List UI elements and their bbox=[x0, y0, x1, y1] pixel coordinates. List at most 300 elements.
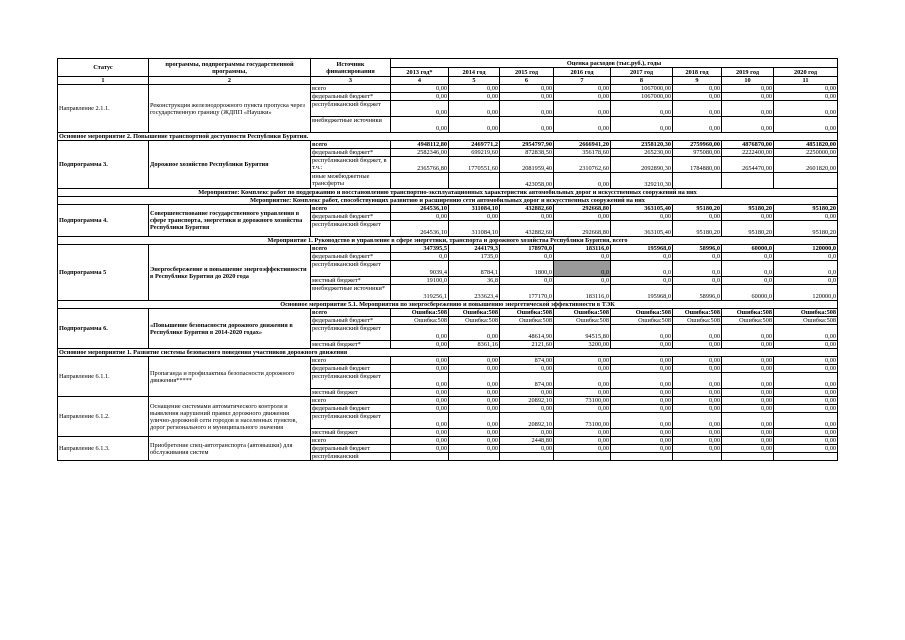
value-cell: 0,00 bbox=[391, 445, 449, 453]
value-cell: Ошибка:508 bbox=[722, 317, 774, 325]
value-cell: 329210,30 bbox=[611, 173, 673, 189]
value-cell: 0,00 bbox=[722, 85, 774, 93]
funding-source: всего bbox=[311, 309, 391, 317]
value-cell: 19100,0 bbox=[391, 277, 449, 285]
funding-source: федеральный бюджет* bbox=[311, 317, 391, 325]
value-cell: 265230,00 bbox=[611, 149, 673, 157]
value-cell: 0,00 bbox=[391, 373, 449, 389]
funding-source: всего bbox=[311, 357, 391, 365]
value-cell: 0,00 bbox=[774, 117, 838, 133]
table-row bbox=[58, 357, 838, 365]
header-year-4: 2016 год bbox=[554, 68, 611, 77]
header-colnum-8: 8 bbox=[611, 77, 673, 85]
section-row bbox=[58, 301, 838, 309]
value-cell: 0,00 bbox=[554, 389, 611, 397]
value-cell: 0,0 bbox=[774, 261, 838, 277]
value-cell: 0,00 bbox=[774, 429, 838, 437]
value-cell: 0,00 bbox=[774, 93, 838, 101]
value-cell: 0,00 bbox=[391, 365, 449, 373]
value-cell: 0,00 bbox=[554, 373, 611, 389]
funding-source: федеральный бюджет bbox=[311, 365, 391, 373]
value-cell: 0,00 bbox=[611, 397, 673, 405]
header-colnum-10: 10 bbox=[722, 77, 774, 85]
header-year-2: 2014 год bbox=[449, 68, 500, 77]
funding-source: всего bbox=[311, 245, 391, 253]
table-row bbox=[58, 141, 838, 149]
row-program: Реконструкция железнодорожного пункта пропуска через государственную границу (ЖДПП «Наушки» bbox=[149, 85, 311, 133]
value-cell: 0,00 bbox=[673, 365, 722, 373]
value-cell: 2121,60 bbox=[500, 341, 554, 349]
table-row bbox=[58, 397, 838, 405]
funding-source: внебюджетные источники bbox=[311, 117, 391, 133]
value-cell: 0,00 bbox=[554, 101, 611, 117]
value-cell: 0,00 bbox=[554, 365, 611, 373]
value-cell: 0,00 bbox=[673, 117, 722, 133]
value-cell: 0,00 bbox=[611, 213, 673, 221]
funding-source: всего bbox=[311, 397, 391, 405]
value-cell: Ошибка:508 bbox=[611, 309, 673, 317]
section-row bbox=[58, 197, 838, 205]
value-cell: 0,00 bbox=[611, 341, 673, 349]
value-cell: 0,00 bbox=[449, 445, 500, 453]
value-cell: 0,0 bbox=[554, 277, 611, 285]
value-cell: 0,00 bbox=[500, 429, 554, 437]
value-cell: 0,00 bbox=[722, 365, 774, 373]
value-cell: 1800,0 bbox=[500, 261, 554, 277]
value-cell: 0,00 bbox=[722, 413, 774, 429]
value-cell: 0,0 bbox=[391, 253, 449, 261]
value-cell: 0,00 bbox=[500, 389, 554, 397]
header-program: программы, подпрограммы государственной программы, bbox=[149, 59, 311, 77]
value-cell: 0,00 bbox=[449, 357, 500, 365]
value-cell: 0,00 bbox=[391, 413, 449, 429]
value-cell: 0,00 bbox=[722, 213, 774, 221]
value-cell: 0,00 bbox=[722, 429, 774, 437]
value-cell: 1735,0 bbox=[449, 253, 500, 261]
value-cell: 20892,10 bbox=[500, 397, 554, 405]
value-cell: 0,00 bbox=[673, 437, 722, 445]
row-status: Направление 6.1.2. bbox=[58, 397, 149, 437]
funding-source: местный бюджет bbox=[311, 389, 391, 397]
row-status: Подпрограмма 3. bbox=[58, 141, 149, 189]
row-status: Подпрограмма 5 bbox=[58, 245, 149, 301]
value-cell: 292668,80 bbox=[554, 205, 611, 213]
value-cell: 0,00 bbox=[774, 389, 838, 397]
value-cell: 347395,5 bbox=[391, 245, 449, 253]
header-colnum-7: 7 bbox=[554, 77, 611, 85]
value-cell: 0,00 bbox=[391, 437, 449, 445]
funding-source: республиканский bbox=[311, 453, 391, 461]
value-cell: 0,00 bbox=[391, 117, 449, 133]
row-program: Приобретение спец-автотранспорта (автовышки) для обслуживания систем bbox=[149, 437, 311, 461]
value-cell: 264536,10 bbox=[391, 221, 449, 237]
header-year-6: 2018 год bbox=[673, 68, 722, 77]
value-cell: 0,00 bbox=[673, 341, 722, 349]
section-title: Основное мероприятие 5.1. Мероприятия по энергосбережению и повышению энергетической эффективности в ТЭК bbox=[58, 301, 838, 309]
value-cell: 0,00 bbox=[673, 85, 722, 93]
value-cell: 0,00 bbox=[391, 325, 449, 341]
row-program: Дорожное хозяйство Республики Бурятия bbox=[149, 141, 311, 189]
value-cell: 195968,0 bbox=[611, 245, 673, 253]
value-cell: 20892,10 bbox=[500, 413, 554, 429]
value-cell: 0,00 bbox=[774, 341, 838, 349]
value-cell: 94515,80 bbox=[554, 325, 611, 341]
value-cell: 0,00 bbox=[391, 341, 449, 349]
funding-source: республиканский бюджет, в т.ч.: bbox=[311, 157, 391, 173]
value-cell: 0,00 bbox=[500, 93, 554, 101]
value-cell: 0,00 bbox=[673, 397, 722, 405]
value-cell: 0,00 bbox=[774, 437, 838, 445]
funding-source: местный бюджет* bbox=[311, 341, 391, 349]
value-cell: 0,00 bbox=[449, 413, 500, 429]
value-cell: Ошибка:508 bbox=[449, 317, 500, 325]
value-cell: 1784880,00 bbox=[673, 157, 722, 173]
value-cell: 0,00 bbox=[554, 117, 611, 133]
value-cell: 4851820,00 bbox=[774, 141, 838, 149]
funding-source: федеральный бюджет* bbox=[311, 253, 391, 261]
funding-source: федеральный бюджет* bbox=[311, 213, 391, 221]
value-cell: 0,00 bbox=[673, 413, 722, 429]
value-cell: Ошибка:508 bbox=[722, 309, 774, 317]
value-cell: 0,00 bbox=[722, 117, 774, 133]
value-cell: 0,00 bbox=[611, 357, 673, 365]
header-colnum-1: 1 bbox=[58, 77, 149, 85]
value-cell: 0,00 bbox=[673, 101, 722, 117]
value-cell: 0,00 bbox=[449, 373, 500, 389]
value-cell: Ошибка:508 bbox=[611, 317, 673, 325]
header-colnum-5: 5 bbox=[449, 77, 500, 85]
table-row bbox=[58, 205, 838, 213]
section-title: Мероприятие: Комплекс работ по поддержанию и восстановлению транспортно-эксплуатационных характеристик автомобильных дорог и искусственных сооружений на них bbox=[58, 189, 838, 197]
value-cell: 3200,00 bbox=[554, 341, 611, 349]
value-cell: 0,00 bbox=[391, 101, 449, 117]
value-cell: 0,00 bbox=[611, 373, 673, 389]
value-cell: 0,00 bbox=[774, 373, 838, 389]
value-cell bbox=[722, 453, 774, 461]
section-row bbox=[58, 349, 838, 357]
value-cell: 2954797,90 bbox=[500, 141, 554, 149]
value-cell: 0,00 bbox=[611, 101, 673, 117]
value-cell: 95180,20 bbox=[722, 205, 774, 213]
value-cell: 4876870,00 bbox=[722, 141, 774, 149]
value-cell: 0,00 bbox=[774, 397, 838, 405]
value-cell: 95180,20 bbox=[673, 205, 722, 213]
funding-source: республиканский бюджет bbox=[311, 325, 391, 341]
value-cell: 95180,20 bbox=[774, 221, 838, 237]
value-cell: 1067000,00 bbox=[611, 93, 673, 101]
value-cell: 2666941,20 bbox=[554, 141, 611, 149]
value-cell: 0,00 bbox=[449, 93, 500, 101]
value-cell bbox=[391, 453, 449, 461]
funding-source: местный бюджет* bbox=[311, 277, 391, 285]
funding-source: республиканский бюджет bbox=[311, 101, 391, 117]
value-cell: 0,00 bbox=[500, 85, 554, 93]
value-cell: 356178,60 bbox=[554, 149, 611, 157]
value-cell bbox=[673, 173, 722, 189]
value-cell: 0,0 bbox=[774, 253, 838, 261]
header-year-1: 2013 год* bbox=[391, 68, 449, 77]
value-cell: 73100,00 bbox=[554, 397, 611, 405]
value-cell: 0,00 bbox=[391, 357, 449, 365]
value-cell: 58996,0 bbox=[673, 245, 722, 253]
funding-source: всего bbox=[311, 141, 391, 149]
value-cell: 699219,60 bbox=[449, 149, 500, 157]
row-status: Направление 6.1.1. bbox=[58, 357, 149, 397]
value-cell: 0,00 bbox=[722, 373, 774, 389]
value-cell: Ошибка:508 bbox=[449, 309, 500, 317]
value-cell: 2448,80 bbox=[500, 437, 554, 445]
value-cell: 0,00 bbox=[554, 173, 611, 189]
value-cell: 0,00 bbox=[500, 101, 554, 117]
value-cell: 4948112,80 bbox=[391, 141, 449, 149]
row-status: Направление 2.1.1. bbox=[58, 85, 149, 133]
value-cell: 0,0 bbox=[673, 277, 722, 285]
value-cell: 0,00 bbox=[774, 405, 838, 413]
value-cell: Ошибка:508 bbox=[554, 317, 611, 325]
value-cell: 2222400,00 bbox=[722, 149, 774, 157]
value-cell bbox=[449, 173, 500, 189]
value-cell: 0,0 bbox=[774, 277, 838, 285]
value-cell: 0,0 bbox=[554, 253, 611, 261]
value-cell: 0,00 bbox=[722, 405, 774, 413]
value-cell: 2759960,00 bbox=[673, 141, 722, 149]
header-year-5: 2017 год bbox=[611, 68, 673, 77]
value-cell: 0,00 bbox=[673, 373, 722, 389]
value-cell: 0,00 bbox=[554, 437, 611, 445]
value-cell: 0,00 bbox=[554, 405, 611, 413]
value-cell: 0,00 bbox=[722, 101, 774, 117]
value-cell: 0,00 bbox=[449, 429, 500, 437]
value-cell: 0,00 bbox=[449, 101, 500, 117]
header-colnum-6: 6 bbox=[500, 77, 554, 85]
header-year-8: 2020 год bbox=[774, 68, 838, 77]
value-cell: 0,00 bbox=[611, 413, 673, 429]
value-cell: 311084,10 bbox=[449, 205, 500, 213]
value-cell: Ошибка:508 bbox=[391, 309, 449, 317]
table-row bbox=[58, 245, 838, 253]
value-cell: 0,00 bbox=[391, 213, 449, 221]
value-cell: 2365766,80 bbox=[391, 157, 449, 173]
funding-source: всего bbox=[311, 85, 391, 93]
value-cell: Ошибка:508 bbox=[673, 309, 722, 317]
value-cell: 0,00 bbox=[722, 93, 774, 101]
value-cell: 0,00 bbox=[722, 341, 774, 349]
funding-source: республиканский бюджет bbox=[311, 261, 391, 277]
value-cell: 0,0 bbox=[673, 261, 722, 277]
value-cell: 2081959,40 bbox=[500, 157, 554, 173]
value-cell: 0,00 bbox=[774, 445, 838, 453]
row-program: Совершенствование государственного управления в сфере транспорта, энергетики и дорожного хозяйства Республики Бурятия bbox=[149, 205, 311, 237]
value-cell: 0,00 bbox=[774, 365, 838, 373]
value-cell: 60000,0 bbox=[722, 245, 774, 253]
value-cell: 0,0 bbox=[673, 253, 722, 261]
value-cell: 1067000,00 bbox=[611, 85, 673, 93]
value-cell: 1770551,60 bbox=[449, 157, 500, 173]
value-cell: 2310762,60 bbox=[554, 157, 611, 173]
value-cell: 2654470,00 bbox=[722, 157, 774, 173]
value-cell: Ошибка:508 bbox=[774, 317, 838, 325]
value-cell bbox=[449, 453, 500, 461]
value-cell: 0,00 bbox=[611, 117, 673, 133]
value-cell bbox=[611, 453, 673, 461]
value-cell: 2358120,30 bbox=[611, 141, 673, 149]
value-cell: 0,00 bbox=[673, 445, 722, 453]
value-cell bbox=[500, 453, 554, 461]
value-cell: 0,0 bbox=[722, 253, 774, 261]
value-cell: 95180,20 bbox=[774, 205, 838, 213]
value-cell: 0,00 bbox=[391, 405, 449, 413]
value-cell: 0,00 bbox=[673, 357, 722, 365]
funding-source: республиканский бюджет bbox=[311, 373, 391, 389]
header-colnum-11: 11 bbox=[774, 77, 838, 85]
value-cell: 0,00 bbox=[391, 85, 449, 93]
value-cell: 0,00 bbox=[722, 325, 774, 341]
value-cell: 73100,00 bbox=[554, 413, 611, 429]
section-title: Основное мероприятие 2. Повышение транспортной доступности Республики Бурятия. bbox=[58, 133, 838, 141]
header-colnum-3: 3 bbox=[311, 77, 391, 85]
value-cell: 95180,20 bbox=[673, 221, 722, 237]
value-cell: 0,00 bbox=[722, 397, 774, 405]
value-cell: 58996,0 bbox=[673, 285, 722, 301]
value-cell: Ошибка:508 bbox=[554, 309, 611, 317]
row-program: «Повышение безопасности дорожного движения в Республике Бурятия в 2014-2020 годах» bbox=[149, 309, 311, 349]
row-program: Пропаганда и профилактика безопасности дорожного движения***** bbox=[149, 357, 311, 397]
section-title: Основное мероприятие 1. Развитие системы безопасного поведения участников дорожного движения bbox=[58, 349, 838, 357]
value-cell: 244179,3 bbox=[449, 245, 500, 253]
value-cell: 264536,10 bbox=[391, 205, 449, 213]
value-cell: 0,00 bbox=[611, 445, 673, 453]
funding-source: местный бюджет bbox=[311, 429, 391, 437]
value-cell: 0,00 bbox=[554, 85, 611, 93]
value-cell: 0,00 bbox=[391, 397, 449, 405]
header-colnum-9: 9 bbox=[673, 77, 722, 85]
value-cell: 0,0 bbox=[611, 253, 673, 261]
header-source: Источник финансирования bbox=[311, 59, 391, 77]
value-cell: 0,00 bbox=[611, 405, 673, 413]
value-cell: 36,8 bbox=[449, 277, 500, 285]
table-row bbox=[58, 309, 838, 317]
value-cell: 0,00 bbox=[774, 413, 838, 429]
value-cell bbox=[774, 173, 838, 189]
value-cell: 432882,60 bbox=[500, 221, 554, 237]
header-colnum-4: 4 bbox=[391, 77, 449, 85]
value-cell: 0,00 bbox=[391, 93, 449, 101]
value-cell: 0,00 bbox=[449, 213, 500, 221]
value-cell bbox=[673, 453, 722, 461]
value-cell: 0,00 bbox=[673, 429, 722, 437]
value-cell: 8361,16 bbox=[449, 341, 500, 349]
header-estimate: Оценка расходов (тыс.руб.), годы bbox=[391, 59, 838, 68]
value-cell: 0,00 bbox=[611, 365, 673, 373]
value-cell: 292668,80 bbox=[554, 221, 611, 237]
value-cell: 9039,4 bbox=[391, 261, 449, 277]
funding-source: внебюджетные источники* bbox=[311, 285, 391, 301]
table-row bbox=[58, 85, 838, 93]
section-row bbox=[58, 189, 838, 197]
funding-source: республиканский бюджет bbox=[311, 413, 391, 429]
value-cell: 0,00 bbox=[500, 213, 554, 221]
value-cell: 2582346,00 bbox=[391, 149, 449, 157]
value-cell: 0,00 bbox=[673, 325, 722, 341]
budget-sheet bbox=[57, 58, 837, 461]
value-cell: 233623,4 bbox=[449, 285, 500, 301]
value-cell: 60000,0 bbox=[722, 285, 774, 301]
value-cell: 0,00 bbox=[449, 365, 500, 373]
value-cell: 0,00 bbox=[722, 445, 774, 453]
table-row bbox=[58, 437, 838, 445]
value-cell: 8784,1 bbox=[449, 261, 500, 277]
header-colnum-2: 2 bbox=[149, 77, 311, 85]
value-cell: 183116,0 bbox=[554, 245, 611, 253]
funding-source: всего bbox=[311, 205, 391, 213]
value-cell: 975080,00 bbox=[673, 149, 722, 157]
value-cell bbox=[554, 453, 611, 461]
value-cell: 2250000,00 bbox=[774, 149, 838, 157]
value-cell: 0,00 bbox=[774, 213, 838, 221]
row-status: Направление 6.1.3. bbox=[58, 437, 149, 461]
value-cell: 363105,40 bbox=[611, 205, 673, 213]
value-cell: 874,00 bbox=[500, 357, 554, 365]
value-cell: 0,00 bbox=[500, 365, 554, 373]
funding-source: федеральный бюджет bbox=[311, 405, 391, 413]
row-program: Энергосбережение и повышение энергоэффективности в Республике Бурятия до 2020 года bbox=[149, 245, 311, 301]
value-cell: Ошибка:508 bbox=[774, 309, 838, 317]
row-program: Оснащение системами автоматического контроля и выявления нарушений правил дорожного движения улично-дорожной сети городов и населенных пунктов, дорог регионального и муниципального значения bbox=[149, 397, 311, 437]
value-cell: 0,00 bbox=[774, 325, 838, 341]
value-cell: 2469771,2 bbox=[449, 141, 500, 149]
value-cell: Ошибка:508 bbox=[500, 317, 554, 325]
value-cell: 0,00 bbox=[449, 325, 500, 341]
value-cell: 0,00 bbox=[611, 437, 673, 445]
value-cell: 0,00 bbox=[673, 389, 722, 397]
value-cell: 363105,40 bbox=[611, 221, 673, 237]
value-cell: 0,00 bbox=[449, 437, 500, 445]
section-title: Мероприятие 1. Руководство и управление в сфере энергетики, транспорта и дорожного хозяйства Республики Бурятия, всего bbox=[58, 237, 838, 245]
value-cell: 183116,0 bbox=[554, 285, 611, 301]
funding-source: республиканский бюджет bbox=[311, 221, 391, 237]
value-cell: 0,00 bbox=[449, 85, 500, 93]
value-cell: 178970,0 bbox=[500, 245, 554, 253]
funding-source: иные межбюджетные трансферты bbox=[311, 173, 391, 189]
value-cell: 120000,0 bbox=[774, 285, 838, 301]
value-cell: 0,0 bbox=[611, 261, 673, 277]
row-status: Подпрограмма 6. bbox=[58, 309, 149, 349]
value-cell: 0,00 bbox=[554, 445, 611, 453]
value-cell: 0,00 bbox=[554, 213, 611, 221]
value-cell: 0,00 bbox=[611, 429, 673, 437]
value-cell: 423058,00 bbox=[500, 173, 554, 189]
value-cell: 0,00 bbox=[774, 85, 838, 93]
value-cell: 0,00 bbox=[722, 437, 774, 445]
funding-source: всего bbox=[311, 437, 391, 445]
value-cell bbox=[391, 173, 449, 189]
value-cell: Ошибка:508 bbox=[391, 317, 449, 325]
value-cell: 0,0 bbox=[611, 277, 673, 285]
value-cell: 311084,10 bbox=[449, 221, 500, 237]
value-cell: 0,00 bbox=[500, 117, 554, 133]
value-cell: 0,00 bbox=[722, 357, 774, 365]
value-cell: Ошибка:508 bbox=[673, 317, 722, 325]
value-cell: 0,00 bbox=[673, 213, 722, 221]
value-cell: 0,0 bbox=[722, 277, 774, 285]
funding-source: федеральный бюджет* bbox=[311, 93, 391, 101]
value-cell: 872838,50 bbox=[500, 149, 554, 157]
value-cell: 0,0 bbox=[554, 261, 611, 277]
value-cell: 0,00 bbox=[774, 101, 838, 117]
value-cell bbox=[722, 173, 774, 189]
value-cell: 874,00 bbox=[500, 373, 554, 389]
value-cell: Ошибка:508 bbox=[500, 309, 554, 317]
